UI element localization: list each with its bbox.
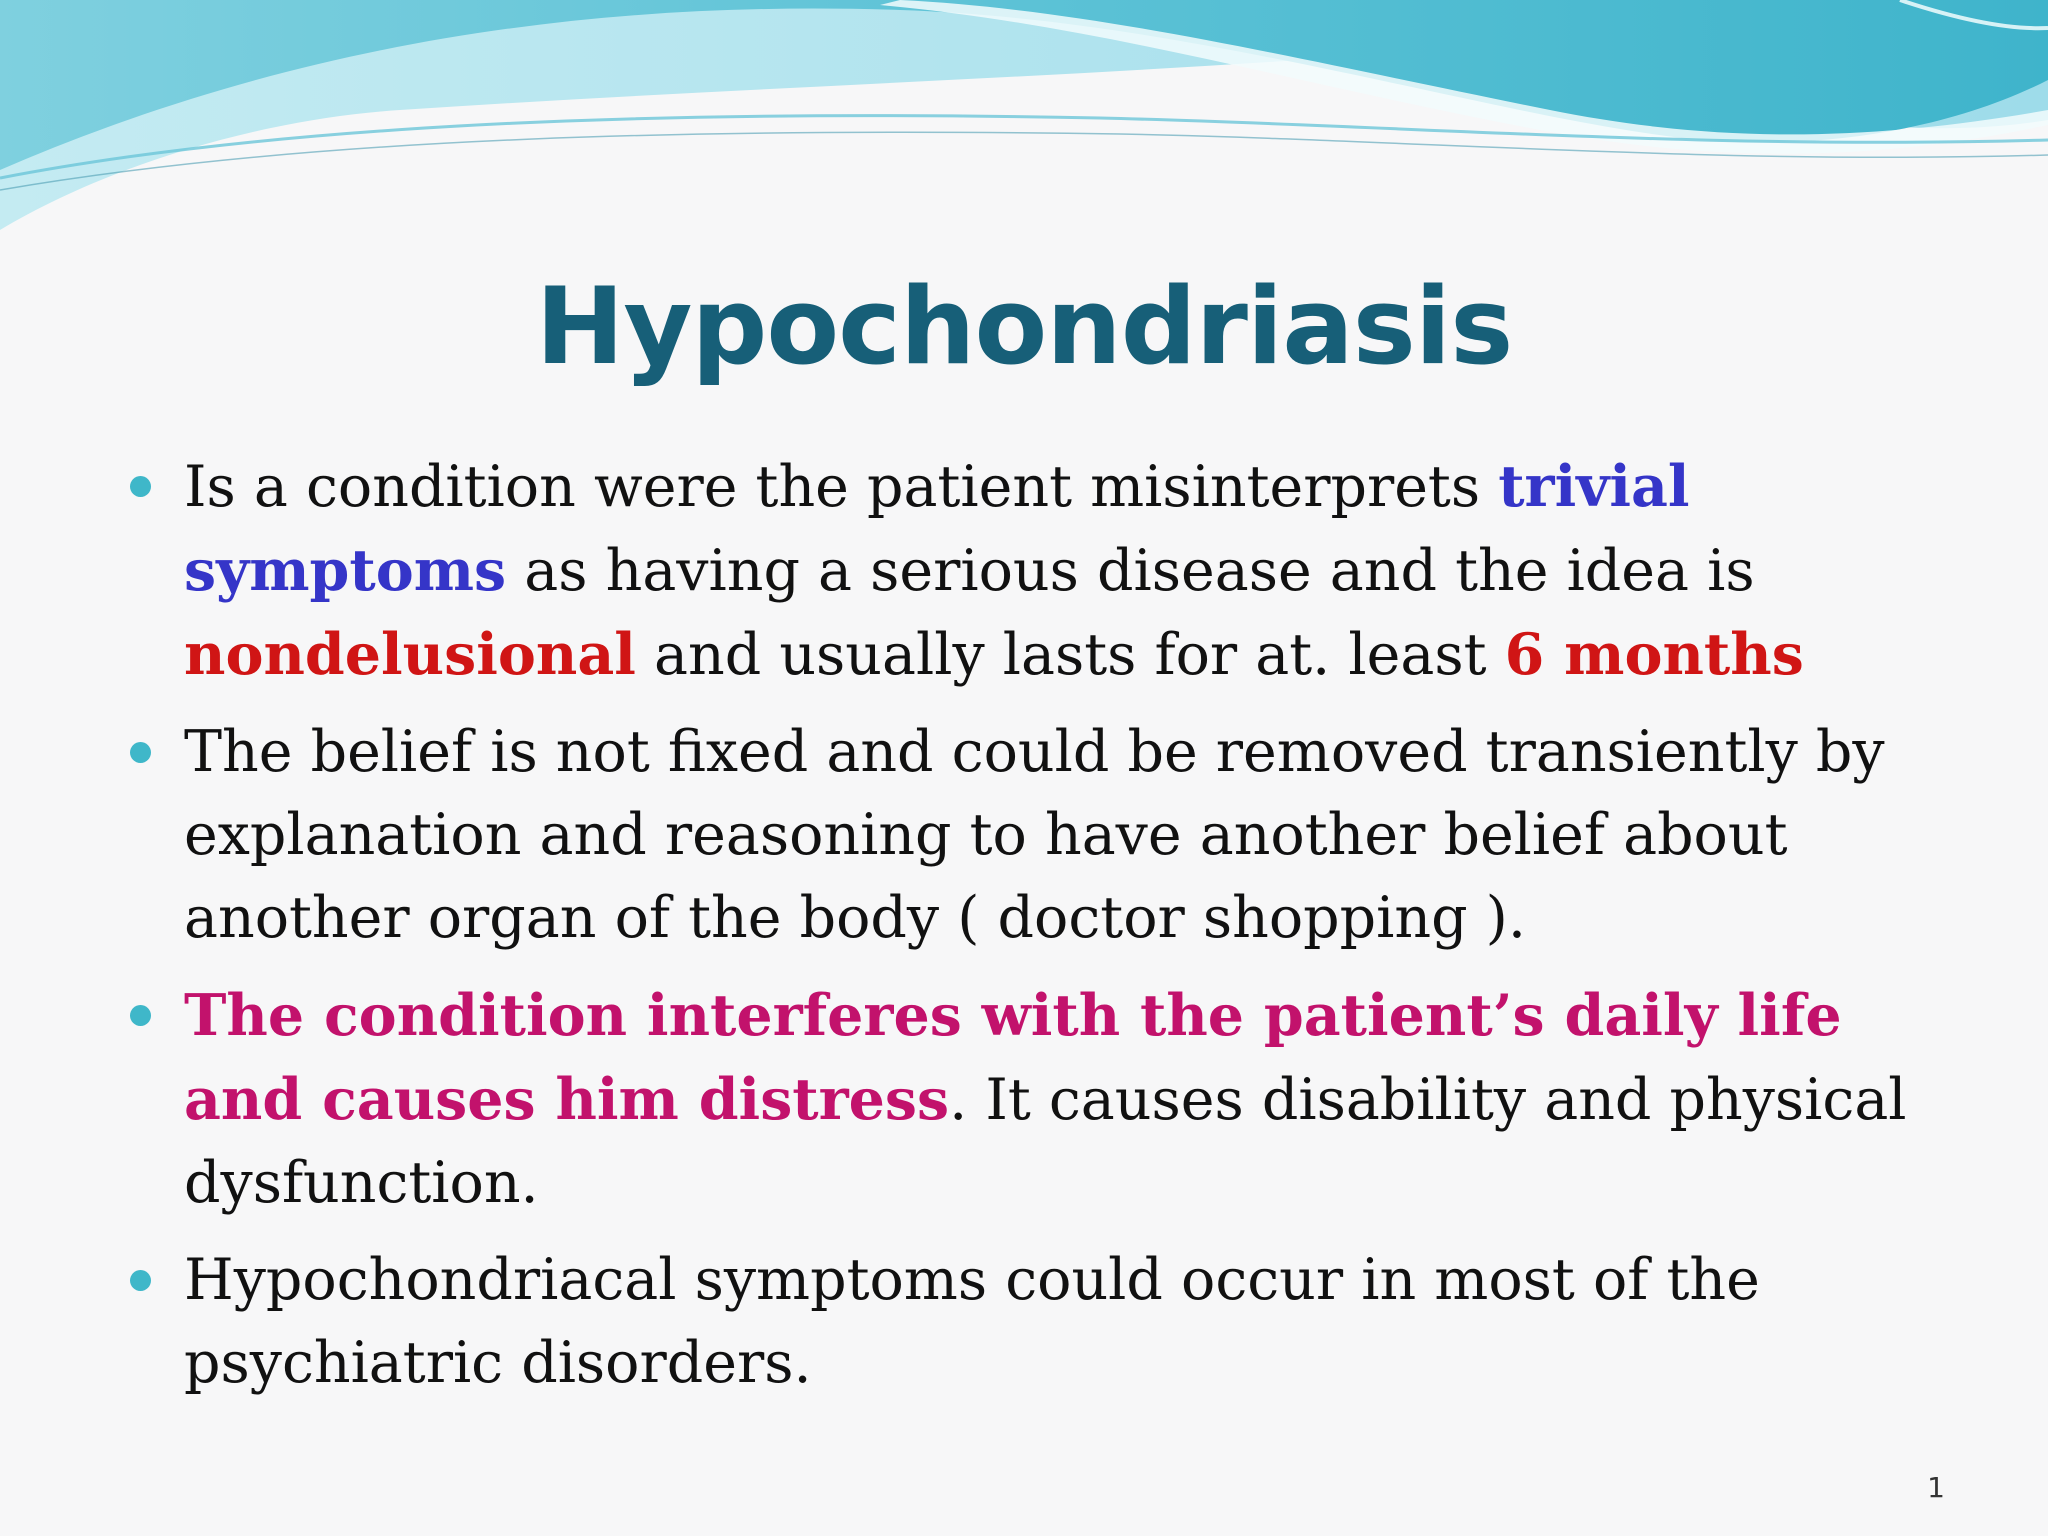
bullet-item-belief: [128, 711, 1958, 960]
bullet-dot-icon: [130, 1270, 151, 1291]
bullet-item-impact: [128, 974, 1958, 1225]
highlight-duration: 6 months: [1504, 621, 1804, 688]
slide-number: 1: [1927, 1471, 1945, 1504]
wave-header-decoration: [0, 0, 2048, 260]
highlight-daily-life: The condition interferes with the patient’s daily life and causes him distress: [184, 982, 1842, 1133]
bullet-text: . It causes disability and physical dysfunction.: [184, 1067, 1907, 1216]
bullet-dot-icon: [130, 742, 151, 763]
highlight-nondelusional: nondelusional: [184, 621, 636, 688]
bullet-list: [128, 445, 1958, 1419]
bullet-item-occurrence: [128, 1239, 1958, 1405]
bullet-text: The belief is not fixed and could be removed transiently by explanation and reasoning to have another belief about another organ of the body ( doctor shopping ).: [184, 719, 1885, 951]
bullet-text: Is a condition were the patient misinterprets: [184, 454, 1499, 520]
slide-title: Hypochondriasis: [535, 265, 1513, 388]
bullet-item-definition: [128, 445, 1958, 697]
bullet-text: as having a serious disease and the idea is: [506, 538, 1755, 604]
bullet-text: and usually lasts for at. least: [635, 622, 1505, 688]
bullet-dot-icon: [130, 476, 151, 497]
bullet-dot-icon: [130, 1005, 151, 1026]
bullet-text: Hypochondriacal symptoms could occur in most of the psychiatric disorders.: [184, 1247, 1760, 1396]
highlight-trivial-symptoms: trivial symptoms: [184, 453, 1690, 604]
